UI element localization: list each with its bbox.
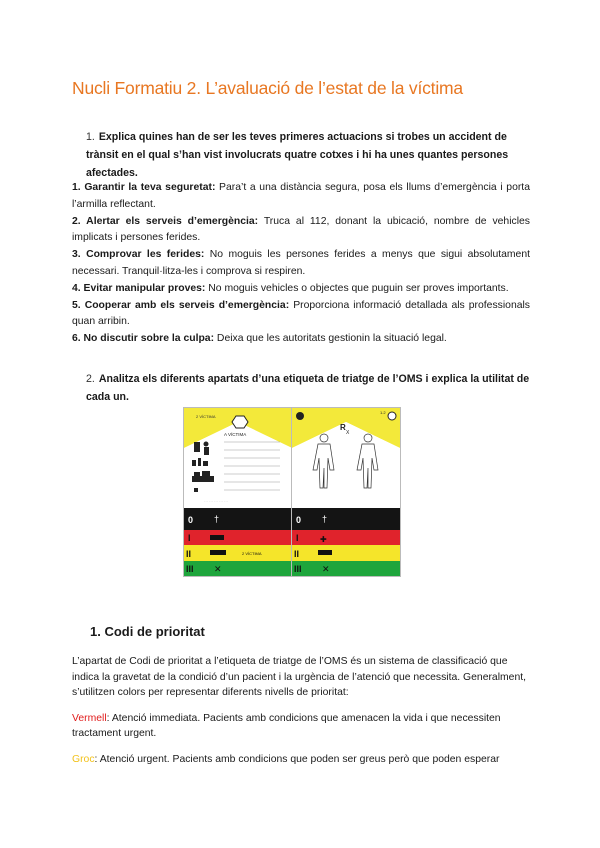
step-1-title: 1. Garantir la teva seguretat: — [72, 182, 216, 193]
svg-text:✕: ✕ — [214, 564, 222, 574]
question-2 — [86, 370, 532, 406]
priority-code-text — [72, 654, 532, 778]
triage-tag-front — [183, 407, 293, 577]
svg-text:†: † — [214, 514, 220, 524]
step-2-title: 2. Alertar els serveis d’emergència: — [72, 215, 259, 227]
back-band-0-numeral: 0 — [296, 515, 302, 525]
question-2-number: 2. — [86, 373, 95, 385]
tag-victim-label: A VÍCTIMA — [224, 432, 247, 437]
step-2-text: Truca al 112, donant la ubicació, nombre de vehicles implicats i persones ferides. — [72, 215, 530, 244]
svg-text:. . . . . . . . . . . . . . .: . . . . . . . . . . . . . . . — [204, 499, 229, 503]
tag-rx-sub: X — [346, 430, 350, 436]
back-band-1-numeral: I — [296, 533, 299, 543]
step-4-title: 4. Evitar manipular proves: — [72, 282, 206, 294]
priority-red-label: Vermell — [72, 712, 107, 724]
question-1-number: 1. — [86, 131, 95, 143]
step-6 — [72, 331, 530, 348]
svg-text:✚: ✚ — [320, 535, 327, 544]
step-4 — [72, 281, 530, 298]
section-heading-priority-code: 1. Codi de prioritat — [90, 624, 205, 639]
step-5-title: 5. Cooperar amb els serveis d’emergència: — [72, 299, 290, 311]
page-title: Nucli Formatiu 2. L’avaluació de l’estat de la víctima — [72, 78, 463, 98]
priority-red-text: : Atenció immediata. Pacients amb condicions que amenacen la vida i que necessiten tractament urgent. — [72, 712, 501, 740]
priority-yellow-label: Groc — [72, 753, 95, 765]
step-1-text: Para’t a una distància segura, posa els llums d’emergència i porta l’armilla reflectant. — [72, 182, 530, 210]
svg-text:†: † — [322, 514, 328, 524]
question-1-text: Explica quines han de ser les teves primeres actuacions si trobes un accident de trànsit en el qual s’han vist involucrats quatre cotxes i hi ha unes quantes persones afectades. — [86, 131, 509, 179]
step-5-text: Proporciona informació detallada als professionals quan arribin. — [72, 299, 531, 328]
svg-text:2 VÍCTIMA: 2 VÍCTIMA — [196, 414, 216, 419]
priority-red — [72, 711, 532, 742]
step-3 — [72, 247, 530, 281]
priority-code-intro: L’apartat de Codi de prioritat a l’etiqueta de triatge de l’OMS és un sistema de classificació que indica la gravetat de la condició d’un pacient i la urgència de l’atenció que necessita. Generalment, s’utilitzen colors per representar diferents nivells de prioritat: — [72, 656, 527, 699]
front-band-0-numeral: 0 — [188, 515, 194, 525]
triage-tag-back — [291, 407, 401, 577]
step-6-text: Deixa que les autoritats gestionin la situació legal. — [214, 333, 447, 345]
front-band-1-numeral: I — [188, 533, 191, 543]
step-4-text: No moguis vehicles o objectes que puguin ser proves importants. — [205, 282, 509, 294]
priority-yellow-text: : Atenció urgent. Pacients amb condicions que poden ser greus però que poden esperar — [94, 753, 500, 765]
step-5 — [72, 298, 530, 332]
question-1 — [86, 128, 532, 182]
front-band-3-numeral: III — [186, 564, 194, 574]
question-2-text: Analitza els diferents apartats d’una etiqueta de triatge de l’OMS i explica la utilitat de cada un. — [86, 373, 530, 403]
triage-tag-back-drawing — [292, 408, 400, 576]
front-band-2-numeral: II — [186, 549, 192, 559]
answer-list — [72, 180, 530, 348]
triage-tag-front-drawing — [184, 408, 292, 576]
svg-text:✕: ✕ — [322, 564, 330, 574]
step-2 — [72, 214, 530, 248]
step-1 — [72, 180, 530, 214]
svg-text:2 VÍCTIMA: 2 VÍCTIMA — [242, 551, 262, 556]
tag-rx-label: R — [340, 423, 346, 432]
step-6-title: 6. No discutir sobre la culpa: — [72, 333, 215, 345]
step-3-text: No moguis les persones ferides a menys que sigui absolutament necessari. Tranquil·litza-les i comprova si respiren. — [72, 249, 531, 277]
step-3-title: 3. Comprovar les ferides: — [72, 249, 205, 261]
tag-corner-label: 1.2 — [380, 410, 386, 415]
priority-yellow — [72, 752, 532, 768]
back-band-3-numeral: III — [294, 564, 302, 574]
back-band-2-numeral: II — [294, 549, 300, 559]
